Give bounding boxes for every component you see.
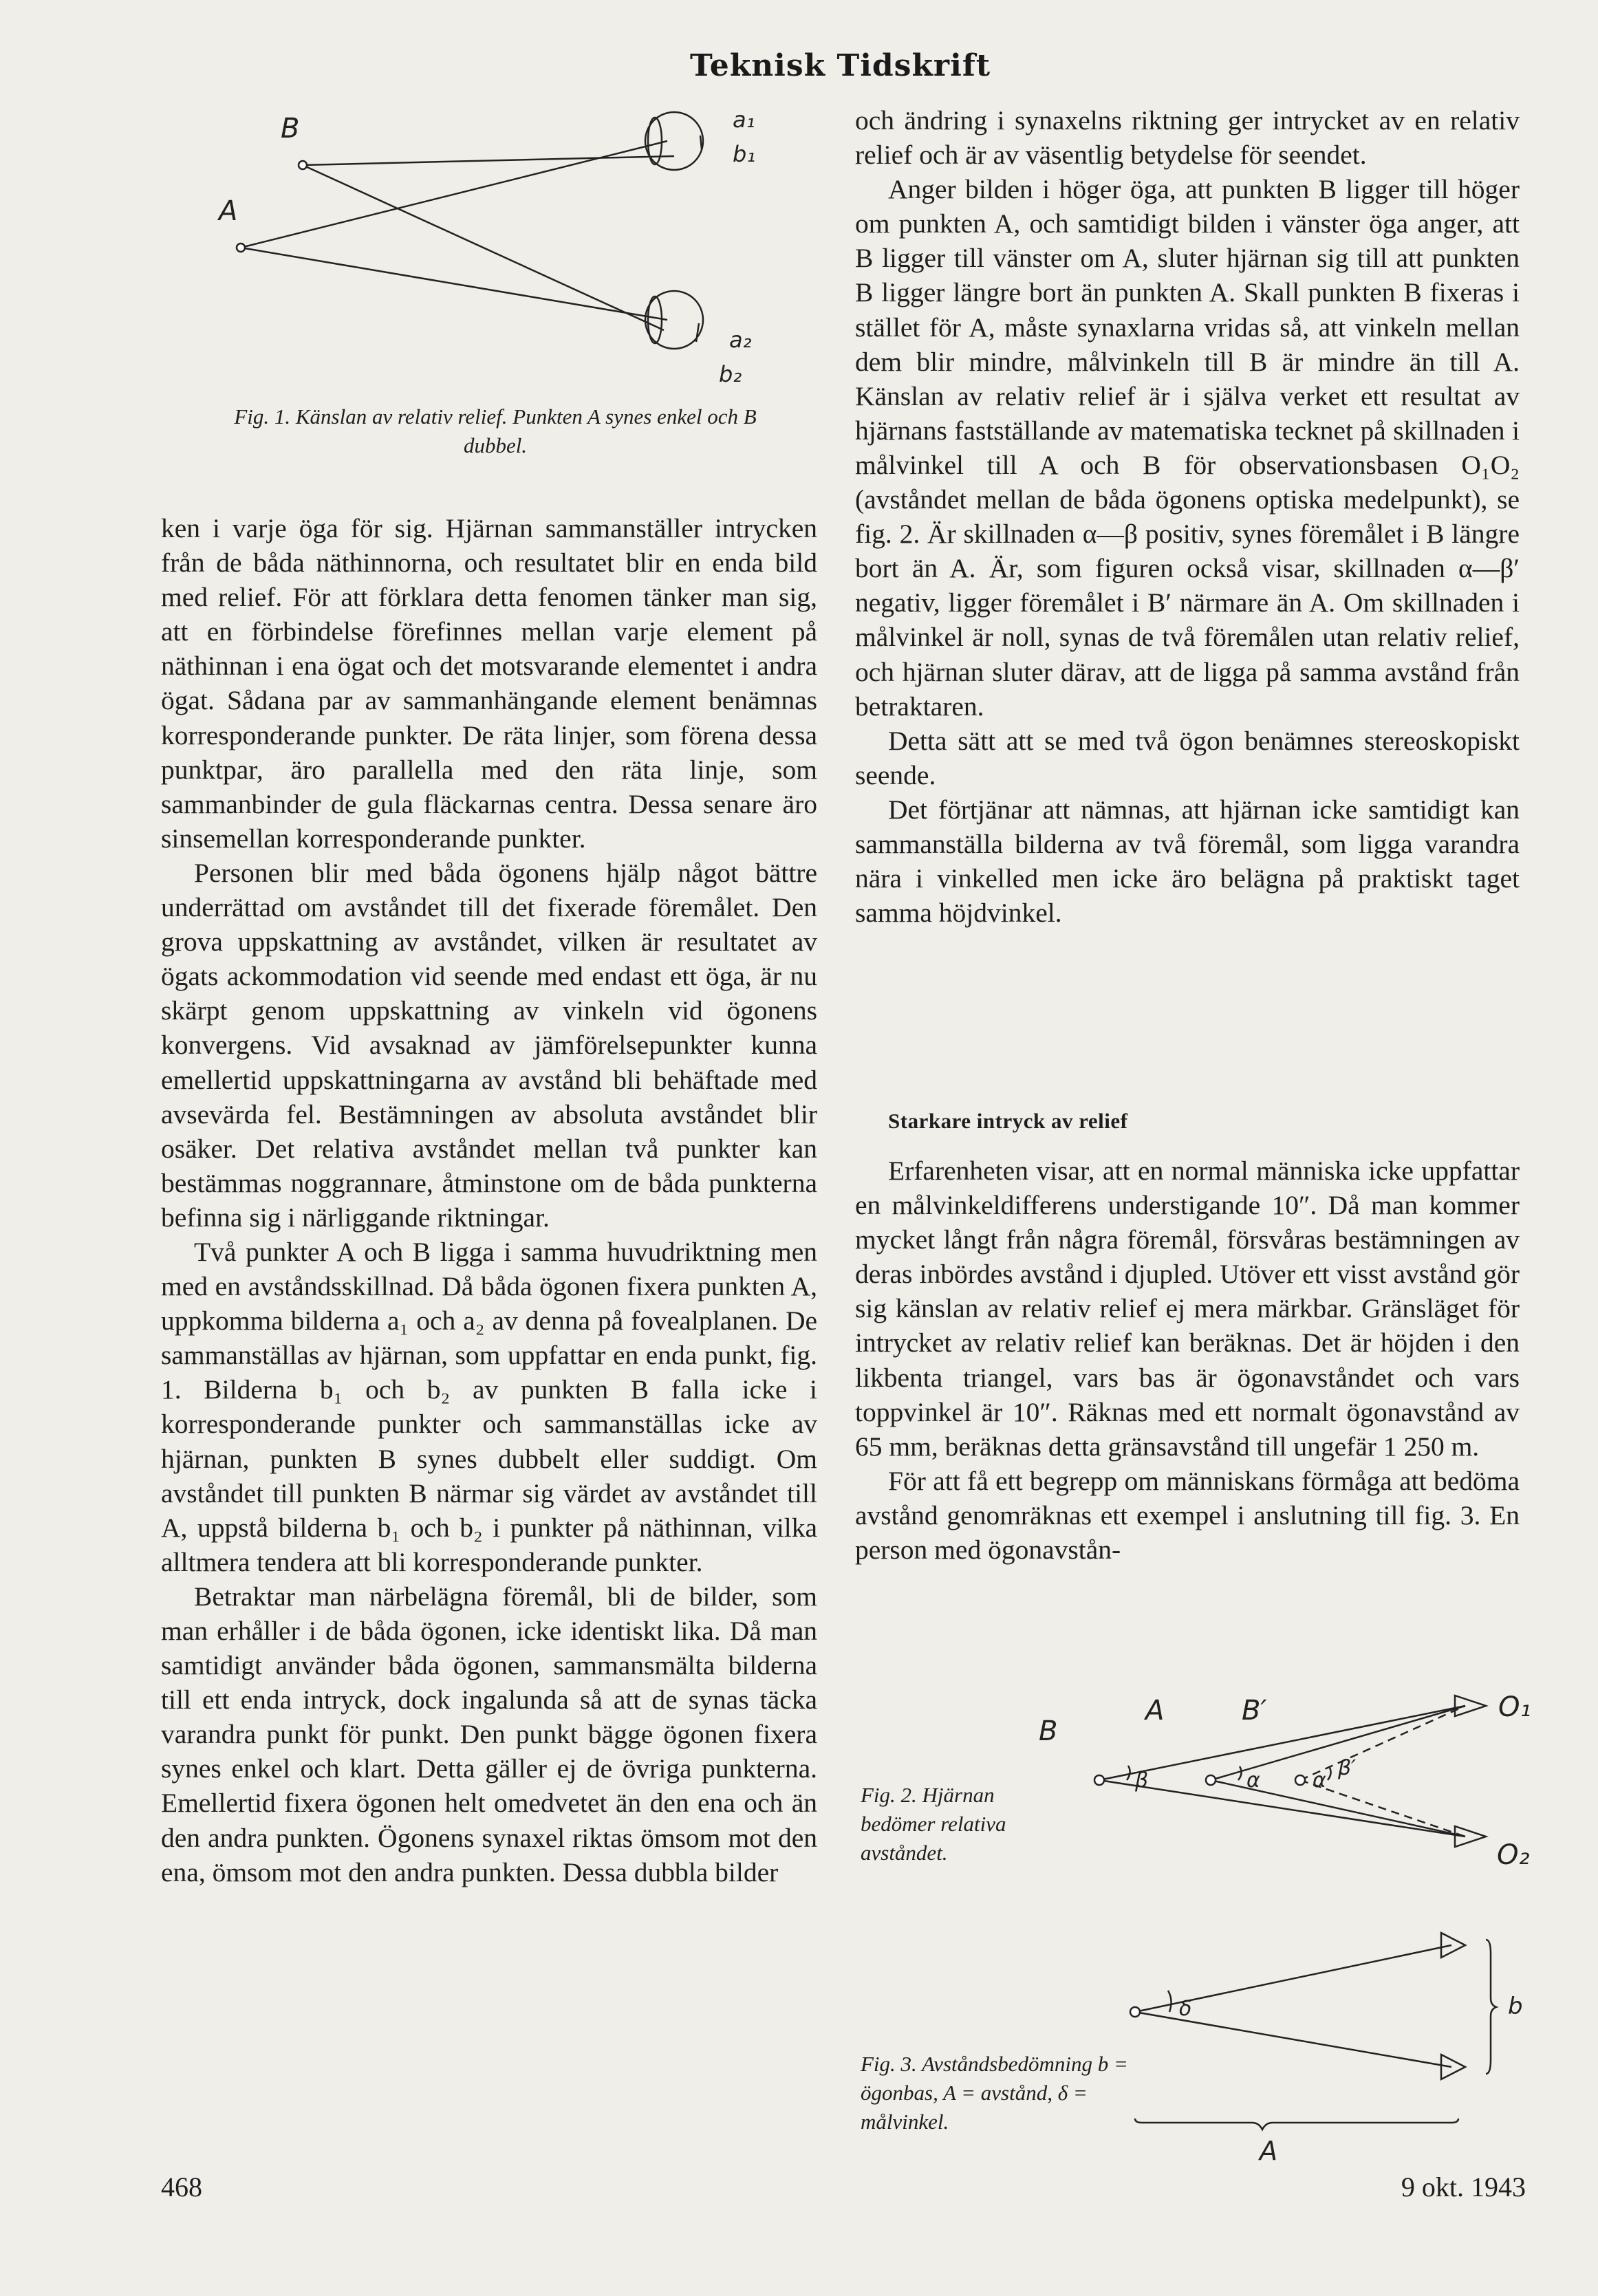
paragraph: Detta sätt att se med två ögon benämnes stereoskopiskt seende.: [855, 725, 1520, 790]
fig1-label-a: A: [219, 195, 238, 227]
paragraph: Betraktar man närbelägna föremål, bli de bilder, som man erhåller i de båda ögonen, icke identiskt lika. Då man samtidigt använder båda ögonen, sammansmälta bilderna till ett enda intryck, dock ingalunda så att de synas täcka varandra punkt för punkt. Den punkt bägge ögonen fixera synes enkel och klart. Detta gäller ej de övriga punkterna. Emellertid fixera ögonen helt omedvetet än den ena och än den andra punkten. Ögonens synaxel riktas ömsom mot den ena, ömsom mot den andra punkten. Dessa dubbla bilder: [161, 1581, 817, 1887]
fig2-caption: Fig. 2. Hjärnan bedömer relativa avståndet.: [861, 1783, 1006, 1865]
section-heading: Starkare intryck av relief: [888, 1109, 1128, 1133]
figure-3-distance-label: [1256, 2132, 1297, 2167]
paragraph: Det förtjänar att nämnas, att hjärnan icke samtidigt kan sammanställa bilderna av två föremål, som ligga varandra nära i vinkelled men icke äro belägna på praktiskt taget samma höjdvinkel.: [855, 794, 1520, 929]
issue-date: 9 okt. 1943: [1401, 2172, 1526, 2202]
fig3-label-a: A: [1260, 2136, 1277, 2166]
fig1-label-b1: b₁: [733, 141, 756, 167]
fig2-label-alpha: α: [1246, 1768, 1260, 1793]
fig1-caption: Fig. 1. Känslan av relativ relief. Punkten A synes enkel och B dubbel.: [234, 404, 757, 457]
figure-2-diagram: [1032, 1678, 1555, 1885]
fig2-label-b: B: [1039, 1715, 1058, 1747]
fig2-label-alpha-2: α: [1313, 1768, 1326, 1793]
paragraph: och ändring i synaxelns riktning ger intrycket av en relativ relief och är av väsentlig betydelse för seendet.: [855, 105, 1520, 171]
figure-3-diagram: [1128, 1912, 1555, 2139]
left-column: [161, 511, 817, 1889]
fig3-label-delta: δ: [1179, 1997, 1192, 2021]
fig1-label-a1: a₁: [733, 107, 755, 133]
fig2-label-a: A: [1145, 1695, 1165, 1726]
fig2-label-beta-prime: β′: [1338, 1756, 1356, 1780]
page-number: 468: [161, 2172, 202, 2202]
paragraph: Erfarenheten visar, att en normal människa icke uppfattar en målvinkeldifferens understigande 10″. Då man kommer mycket långt från några föremål, försvåras bestämningen av deras inbördes avstånd i djupled. Utöver ett visst avstånd gör sig känslan av relativ relief ej mera märkbar. Gränsläget för intrycket av relativ relief kan beräknas. Det är höjden i den likbenta triangel, vars bas är ögonavståndet och vars toppvinkel är 10″. Räknas med ett normalt ögonavstånd av 65 mm, beräknas detta gränsavstånd till ungefär 1 250 m.: [855, 1156, 1520, 1462]
right-column-top: [855, 103, 1520, 930]
figure-1-diagram: [206, 100, 770, 402]
paragraph: Personen blir med båda ögonens hjälp något bättre underrättad om avståndet till det fixerade föremålet. Den grova uppskattning av avståndet, vilken är resultatet av ögats ackommodation vid seende med endast ett öga, är nu skärpt genom uppskattning av vinkeln vid ögonens konvergens. Vid avsaknad av jämförelsepunkter kunna emellertid uppskattningarna av avstånd bli behäftade med avsevärda fel. Bestämningen av absoluta avståndet blir osäker. Det relativa avståndet mellan två punkter kan bestämmas noggrannare, åtminstone om de båda punkterna befinna sig i närliggande riktningar.: [161, 857, 817, 1233]
right-column-bottom: [855, 1154, 1520, 1567]
fig2-label-o2: O₂: [1497, 1839, 1530, 1871]
paragraph: Anger bilden i höger öga, att punkten B ligger till höger om punkten A, och samtidigt bilden i vänster öga anger, att B ligger till vänster om A, sluter hjärnan sig till att punkten B ligger längre bort än punkten A. Skall punkten B fixeras i stället för A, måste synaxlarna vridas så, att vinkeln mellan dem blir mindre, målvinkeln till B är mindre än till A. Känslan av relativ relief är i själva verket ett resultat av hjärnans fastställande av matematiska tecknet på skillnaden i målvinkel till A och B för observationsbasen O₁O₂ (avståndet mellan de båda ögonens optiska medelpunkt), se fig. 2. Är skillnaden α—β positiv, synes föremålet i B längre bort än A. Är, som figuren också visar, skillnaden α—β′ negativ, ligger föremålet i B′ närmare än A. Om skillnaden i målvinkel är noll, synas de två föremålen utan relativ relief, och hjärnan sluter därav, att de ligga på samma avstånd från betraktaren.: [855, 174, 1520, 722]
fig1-label-b2: b₂: [719, 361, 742, 387]
paragraph: Två punkter A och B ligga i samma huvudriktning men med en avståndsskillnad. Då båda ögonen fixera punkten A, uppkomma bilderna a₁ och a₂ av denna på fovealplanen. De sammanställas av hjärnan, som uppfattar en enda punkt, fig. 1. Bilderna b₁ och b₂ av punkten B falla icke i korresponderande punkter och sammanställas icke av hjärnan, punkten B synes dubbelt eller suddigt. Om avståndet till punkten B närmar sig värdet av avståndet till A, uppstå bilderna b₁ och b₂ i punkter på näthinnan, vilka alltmera tendera att bli korresponderande punkter.: [161, 1236, 817, 1577]
fig1-label-a2: a₂: [729, 327, 752, 353]
fig3-caption: Fig. 3. Avståndsbedömning b = ögonbas, A = avstånd, δ = målvinkel.: [861, 2052, 1128, 2134]
fig2-label-b-prime: B′: [1242, 1695, 1267, 1726]
journal-title: Teknisk Tidskrift: [690, 48, 991, 83]
fig1-label-b: B: [281, 113, 300, 144]
paragraph: ken i varje öga för sig. Hjärnan sammanställer intrycken från de båda näthinnorna, och resultatet blir en enda bild med relief. För att förklara detta fenomen tänker man sig, att en förbindelse förefinnes mellan varje element på näthinnan i ena ögat och det motsvarande elementet i andra ögat. Sådana par av sammanhängande element benämnas korresponderande punkter. De räta linjer, som förena dessa punktpar, äro parallella med den räta linje, som sammanbinder de gula fläckarnas centra. Dessa senare äro sinsemellan korresponderande punkter.: [161, 513, 817, 854]
fig3-label-b: b: [1508, 1993, 1523, 2020]
paragraph: För att få ett begrepp om människans förmåga att bedöma avstånd genomräknas ett exempel i anslutning till fig. 3. En person med ögonavstån-: [855, 1465, 1520, 1566]
fig2-label-beta: β: [1135, 1768, 1149, 1793]
fig2-label-o1: O₁: [1498, 1691, 1531, 1723]
